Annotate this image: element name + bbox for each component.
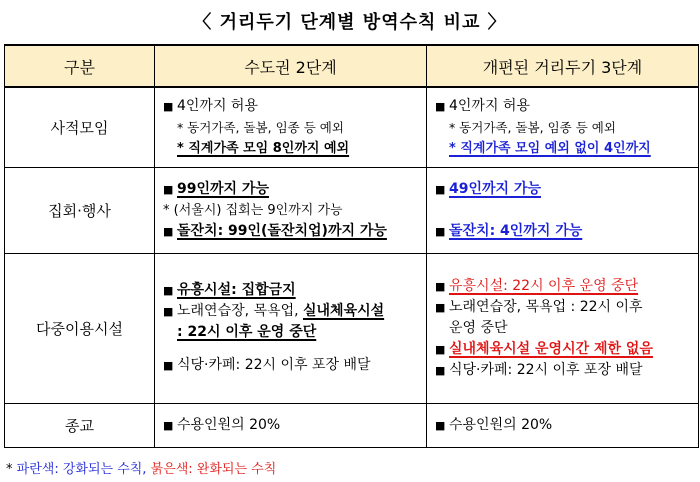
cell-text: 노래연습장, 목욕업, [177,303,303,319]
cell-text: 식당·카페: 22시 이후 포장 배달 [449,361,643,378]
square-bullet-icon: ■ [163,284,174,297]
square-bullet-icon: ■ [163,305,174,318]
cell [427,167,699,253]
cell-note: * 직계가족 모임 8인까지 예외 [177,140,350,156]
legend-footnote [6,458,276,477]
cell-note: * (서울시) 집회는 9인까지 가능 [163,202,343,218]
cell-note: * 동거가족, 돌봄, 임종 등 예외 [177,119,344,135]
table-row [5,167,699,253]
cell-text: 노래연습장, 목욕업 : 22시 이후 [449,298,643,315]
square-bullet-icon: ■ [163,224,174,238]
square-bullet-icon: ■ [163,99,174,113]
row-category: 집회·행사 [5,167,155,253]
cell-text: : 22시 이후 운영 중단 [177,324,317,340]
row-category: 종교 [5,403,155,447]
cell-text: 4인까지 허용 [449,97,530,114]
footnote-blue: 파란색: 강화되는 수칙, [16,462,147,477]
square-bullet-icon: ■ [435,418,446,432]
square-bullet-icon: ■ [163,182,174,196]
footnote-star: * [6,462,17,477]
square-bullet-icon: ■ [163,359,174,372]
row-category: 다중이용시설 [5,253,155,403]
table-row [5,87,699,167]
square-bullet-icon: ■ [435,363,446,377]
cell-note: * 직계가족 모임 예외 없이 4인까지 [449,140,651,156]
cell-text: 돌잔치: 99인(돌잔치업)까지 가능 [177,222,387,239]
cell [427,253,699,403]
header-col2: 개편된 거리두기 3단계 [427,45,699,87]
square-bullet-icon: ■ [435,279,446,293]
table-row [5,253,699,403]
square-bullet-icon: ■ [163,418,174,432]
cell-text: 유흥시설: 22시 이후 운영 중단 [449,277,639,294]
square-bullet-icon: ■ [435,300,446,314]
cell-text: 돌잔치: 4인까지 가능 [449,222,583,239]
cell [155,167,427,253]
square-bullet-icon: ■ [435,342,446,356]
cell-note: * 동거가족, 돌봄, 임종 등 예외 [449,119,616,135]
cell-text: 식당·카페: 22시 이후 포장 배달 [177,357,371,373]
cell-text: 수용인원의 20% [449,416,553,433]
square-bullet-icon: ■ [435,224,446,238]
footnote-red: 붉은색: 완화되는 수칙 [150,462,277,477]
cell-text: 실내체육시설 [303,303,385,319]
cell [427,87,699,167]
cell-text: 운영 중단 [449,319,508,336]
cell-text: 실내체육시설 운영시간 제한 없음 [449,340,653,357]
cell [155,403,427,447]
table-row [5,403,699,447]
comparison-table [4,44,699,448]
header-col1: 수도권 2단계 [155,45,427,87]
cell-text: 수용인원의 20% [177,416,281,433]
cell-text: 유흥시설: 집합금지 [177,282,296,298]
row-category: 사적모임 [5,87,155,167]
square-bullet-icon: ■ [435,99,446,113]
page-title: 〈 거리두기 단계별 방역수칙 비교 〉 [193,12,507,33]
header-category: 구분 [5,45,155,87]
cell [427,403,699,447]
cell-text: 99인까지 가능 [177,180,269,197]
cell-text: 4인까지 허용 [177,97,258,114]
cell [155,253,427,403]
square-bullet-icon: ■ [435,182,446,196]
header-row [5,45,699,87]
cell [155,87,427,167]
cell-text: 49인까지 가능 [449,180,541,197]
